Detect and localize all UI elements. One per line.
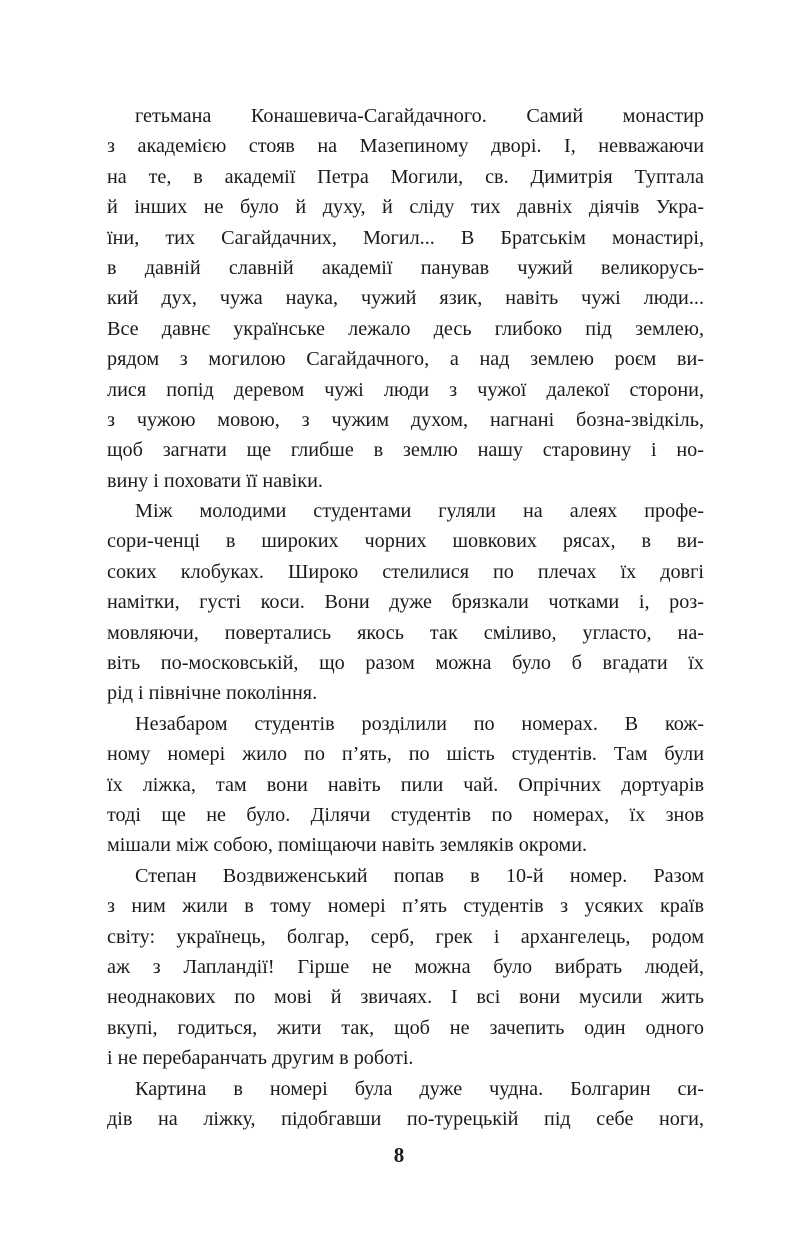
text-line: Все давнє українське лежало десь глибоко під землею, bbox=[107, 317, 704, 340]
paragraph bbox=[107, 496, 704, 709]
page-number: 8 bbox=[393, 1143, 405, 1167]
text-line: ному номері жило по п’ять, по шість студентів. Там були bbox=[107, 743, 704, 766]
text-line: вкупі, годиться, жити так, щоб не зачепить один одного bbox=[107, 1016, 704, 1039]
text-line: мішали між собою, поміщаючи навіть земляків окроми. bbox=[107, 834, 588, 857]
text-line: і не перебаранчать другим в роботі. bbox=[107, 1047, 414, 1070]
text-line: Між молодими студентами гуляли на алеях профе- bbox=[135, 500, 704, 523]
text-line: тоді ще не було. Ділячи студентів по номерах, їх знов bbox=[107, 803, 704, 826]
text-line: з ним жили в тому номері п’ять студентів з усяких країв bbox=[107, 895, 704, 918]
body-text bbox=[107, 101, 704, 1134]
text-line: вину і поховати її навіки. bbox=[107, 469, 323, 492]
text-line: дів на ліжку, підобгавши по-турецькій під себе ноги, bbox=[107, 1107, 704, 1130]
paragraph bbox=[107, 101, 704, 496]
text-line: рід і північне покоління. bbox=[107, 682, 318, 705]
text-line: сори-ченці в широких чорних шовкових рясах, в ви- bbox=[107, 530, 704, 553]
text-line: аж з Лапландії! Гірше не можна було вибрать людей, bbox=[107, 955, 704, 978]
paragraph bbox=[107, 709, 704, 861]
text-line: Картина в номері була дуже чудна. Болгарин си- bbox=[135, 1077, 704, 1100]
text-line: їх ліжка, там вони навіть пили чай. Опрічних дортуарів bbox=[107, 773, 704, 796]
text-line: намітки, густі коси. Вони дуже брязкали чотками і, роз- bbox=[107, 591, 704, 614]
text-line: Незабаром студентів розділили по номерах. В кож- bbox=[135, 712, 704, 735]
text-line: з чужою мовою, з чужим духом, нагнані бозна-звідкіль, bbox=[107, 408, 704, 431]
text-line: й інших не було й духу, й сліду тих давніх діячів Укра- bbox=[107, 196, 704, 219]
text-line: щоб загнати ще глибше в землю нашу старовину і но- bbox=[107, 439, 704, 462]
text-line: рядом з могилою Сагайдачного, а над землею роєм ви- bbox=[107, 348, 704, 371]
text-line: Степан Воздвиженський попав в 10-й номер. Разом bbox=[135, 864, 704, 887]
text-line: кий дух, чужа наука, чужий язик, навіть чужі люди... bbox=[107, 287, 704, 310]
text-line: мовляючи, повертались якось так сміливо, угласто, на- bbox=[107, 621, 704, 644]
text-line: світу: українець, болгар, серб, грек і архангелець, родом bbox=[107, 925, 704, 948]
text-line: гетьмана Конашевича-Сагайдачного. Самий монастир bbox=[135, 105, 704, 127]
text-line: соких клобуках. Широко стелилися по плечах їх довгі bbox=[107, 560, 704, 583]
text-line: з академією стояв на Мазепиному дворі. І, невважаючи bbox=[107, 135, 704, 158]
text-line: лися попід деревом чужі люди з чужої далекої сторони, bbox=[107, 378, 704, 401]
paragraph bbox=[107, 1074, 704, 1135]
text-line: на те, в академії Петра Могили, св. Димитрія Туптала bbox=[107, 165, 704, 188]
paragraph bbox=[107, 861, 704, 1074]
text-line: їни, тих Сагайдачних, Могил... В Братськім монастирі, bbox=[107, 226, 704, 249]
text-line: неоднакових по мові й звичаях. І всі вони мусили жить bbox=[107, 986, 704, 1009]
text-line: віть по-московській, що разом можна було б вгадати їх bbox=[107, 652, 704, 675]
text-line: в давній славній академії панував чужий великорусь- bbox=[107, 256, 704, 279]
